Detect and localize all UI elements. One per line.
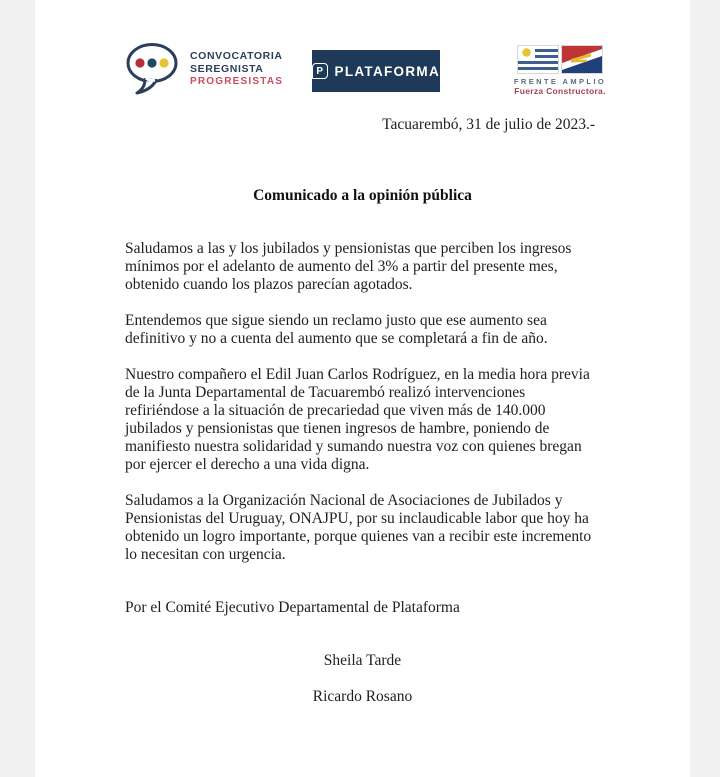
plataforma-logo bbox=[312, 50, 440, 92]
paragraph: Entendemos que sigue siendo un reclamo justo que ese aumento sea definitivo y no a cuenta del aumento que se completará a fin de año. bbox=[125, 312, 548, 347]
plataforma-label: PLATAFORMA bbox=[334, 63, 440, 79]
paragraph: Saludamos a la Organización Nacional de Asociaciones de Jubilados y Pensionistas del Uruguay, ONAJPU, por su inclaudicable labor que hoy ha obtenido un logro importante, porque quienes van a recibir este incremento lo necesitan con urgencia. bbox=[125, 492, 592, 563]
document-title: Comunicado a la opinión pública bbox=[253, 187, 472, 204]
plataforma-bubble-icon: P bbox=[312, 63, 328, 79]
convocatoria-logo bbox=[125, 42, 283, 96]
frente-amplio-logo bbox=[495, 46, 625, 96]
flags-row bbox=[495, 46, 625, 73]
signature-name: Sheila Tarde bbox=[323, 652, 402, 669]
convocatoria-wordmark bbox=[190, 50, 283, 89]
speech-bubble-icon bbox=[125, 42, 182, 96]
convocatoria-line2: SEREGNISTA bbox=[190, 62, 264, 75]
frente-amplio-slogan: Fuerza Constructora. bbox=[514, 86, 606, 96]
paragraph: Nuestro compañero el Edil Juan Carlos Rodríguez, en la media hora previa de la Junta Departamental de Tacuarembó realizó intervenciones refiriéndose a la situación de precariedad que viven más de 140.000 jubilados y pensionistas que tienen ingresos de hambre, poniendo de manifiesto nuestra solidaridad y sumando nuestra voz con quienes bregan por ejercer el derecho a una vida digna. bbox=[125, 366, 590, 473]
letterhead bbox=[35, 0, 690, 120]
dateline: Tacuarembó, 31 de julio de 2023.- bbox=[382, 116, 595, 133]
frente-amplio-label: FRENTE AMPLIO bbox=[513, 77, 607, 86]
uruguay-flag-icon bbox=[518, 46, 558, 73]
convocatoria-line1: CONVOCATORIA bbox=[190, 49, 283, 62]
closing-line: Por el Comité Ejecutivo Departamental de Plataforma bbox=[125, 599, 460, 616]
signature-name: Ricardo Rosano bbox=[312, 688, 413, 705]
convocatoria-line3: PROGRESISTAS bbox=[190, 75, 284, 87]
document-body bbox=[125, 240, 597, 582]
paragraph: Saludamos a las y los jubilados y pensionistas que perciben los ingresos mínimos por el adelanto de aumento del 3% a partir del presente mes, obtenido cuando los plazos parecían agotados. bbox=[125, 240, 572, 293]
frente-amplio-flag-icon bbox=[562, 46, 602, 73]
document-page bbox=[35, 0, 690, 777]
